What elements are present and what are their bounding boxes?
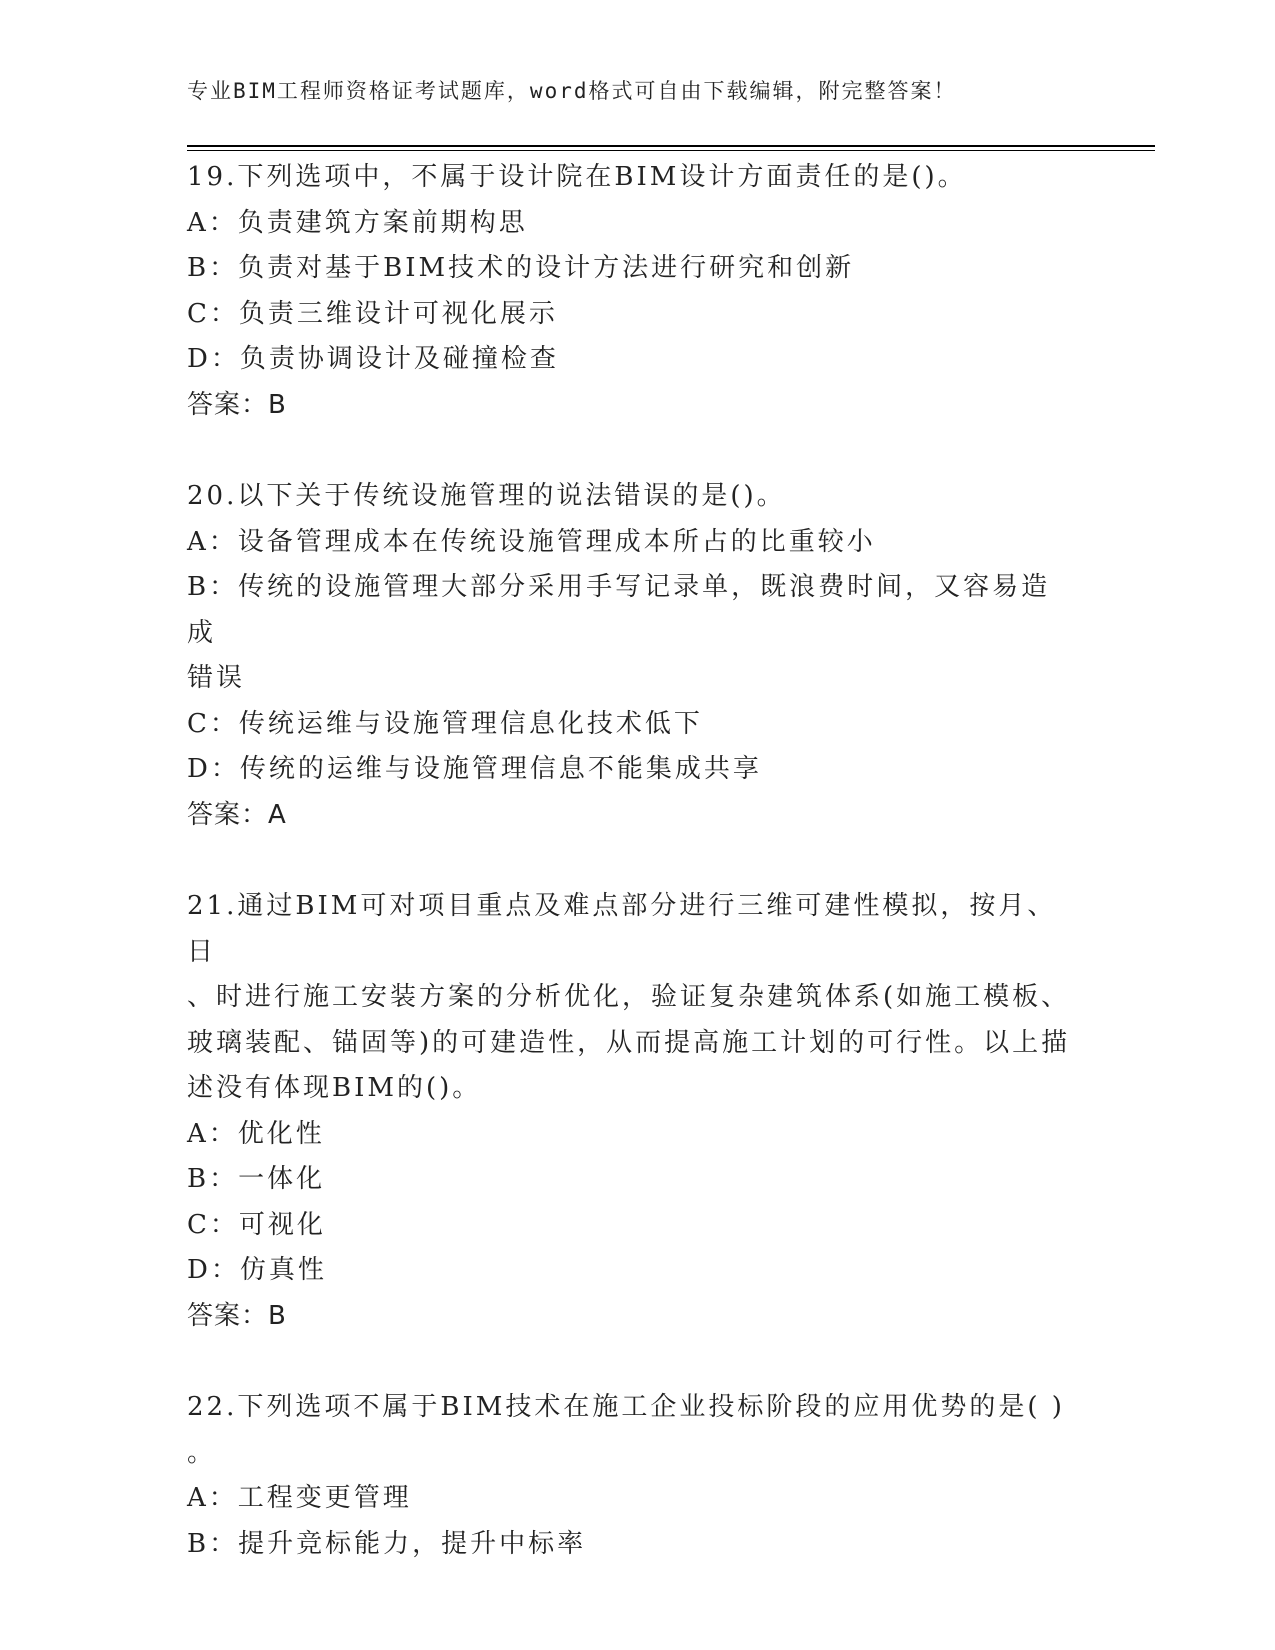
question-stem-line: 玻璃装配、锚固等)的可建造性，从而提高施工计划的可行性。以上描 (187, 1027, 1071, 1058)
option-d: D：负责协调设计及碰撞检查 (187, 344, 559, 374)
option-c: C：可视化 (187, 1209, 326, 1240)
page-header: 专业BIM工程师资格证考试题库，word格式可自由下载编辑，附完整答案！ (187, 79, 957, 103)
option-d: D：仿真性 (187, 1255, 327, 1285)
option-b: B：传统的设施管理大部分采用手写记录单，既浪费时间，又容易造成 (187, 572, 1051, 648)
option-a: A：优化性 (187, 1118, 325, 1149)
question-22 (187, 1385, 1077, 1567)
question-stem-line: 20.以下关于传统设施管理的说法错误的是()。 (187, 481, 786, 511)
header-divider (187, 145, 1155, 151)
question-stem (187, 474, 1077, 520)
question-20 (187, 474, 1077, 838)
answer-line: 答案：A (187, 799, 287, 830)
question-21 (187, 884, 1077, 1339)
option-b: B：负责对基于BIM技术的设计方法进行研究和创新 (187, 253, 855, 283)
question-stem (187, 1385, 1077, 1476)
option-a: A：负责建筑方案前期构思 (187, 207, 528, 238)
question-stem (187, 884, 1077, 1112)
answer-line: 答案：B (187, 389, 287, 420)
question-19 (187, 155, 1077, 428)
option-b: B：提升竞标能力，提升中标率 (187, 1528, 587, 1559)
option-b-continuation: 错误 (187, 663, 246, 693)
option-d: D：传统的运维与设施管理信息不能集成共享 (187, 754, 762, 784)
question-stem-line: 21.通过BIM可对项目重点及难点部分进行三维可建性模拟，按月、日 (187, 891, 1057, 967)
question-stem-line: 、时进行施工安装方案的分析优化，验证复杂建筑体系(如施工模板、 (187, 982, 1071, 1012)
question-stem-line: 22.下列选项不属于BIM技术在施工企业投标阶段的应用优势的是( ) (187, 1392, 1065, 1422)
option-b: B：一体化 (187, 1164, 326, 1194)
question-stem (187, 155, 1077, 201)
question-stem-line: 述没有体现BIM的()。 (187, 1073, 482, 1103)
question-stem-line: 19.下列选项中，不属于设计院在BIM设计方面责任的是()。 (187, 162, 967, 192)
option-c: C：传统运维与设施管理信息化技术低下 (187, 708, 703, 739)
answer-line: 答案：B (187, 1300, 287, 1331)
option-c: C：负责三维设计可视化展示 (187, 298, 558, 329)
option-a: A：设备管理成本在传统设施管理成本所占的比重较小 (187, 526, 876, 557)
question-list (187, 155, 1077, 1567)
option-a: A：工程变更管理 (187, 1483, 412, 1513)
question-stem-line: 。 (187, 1437, 217, 1468)
